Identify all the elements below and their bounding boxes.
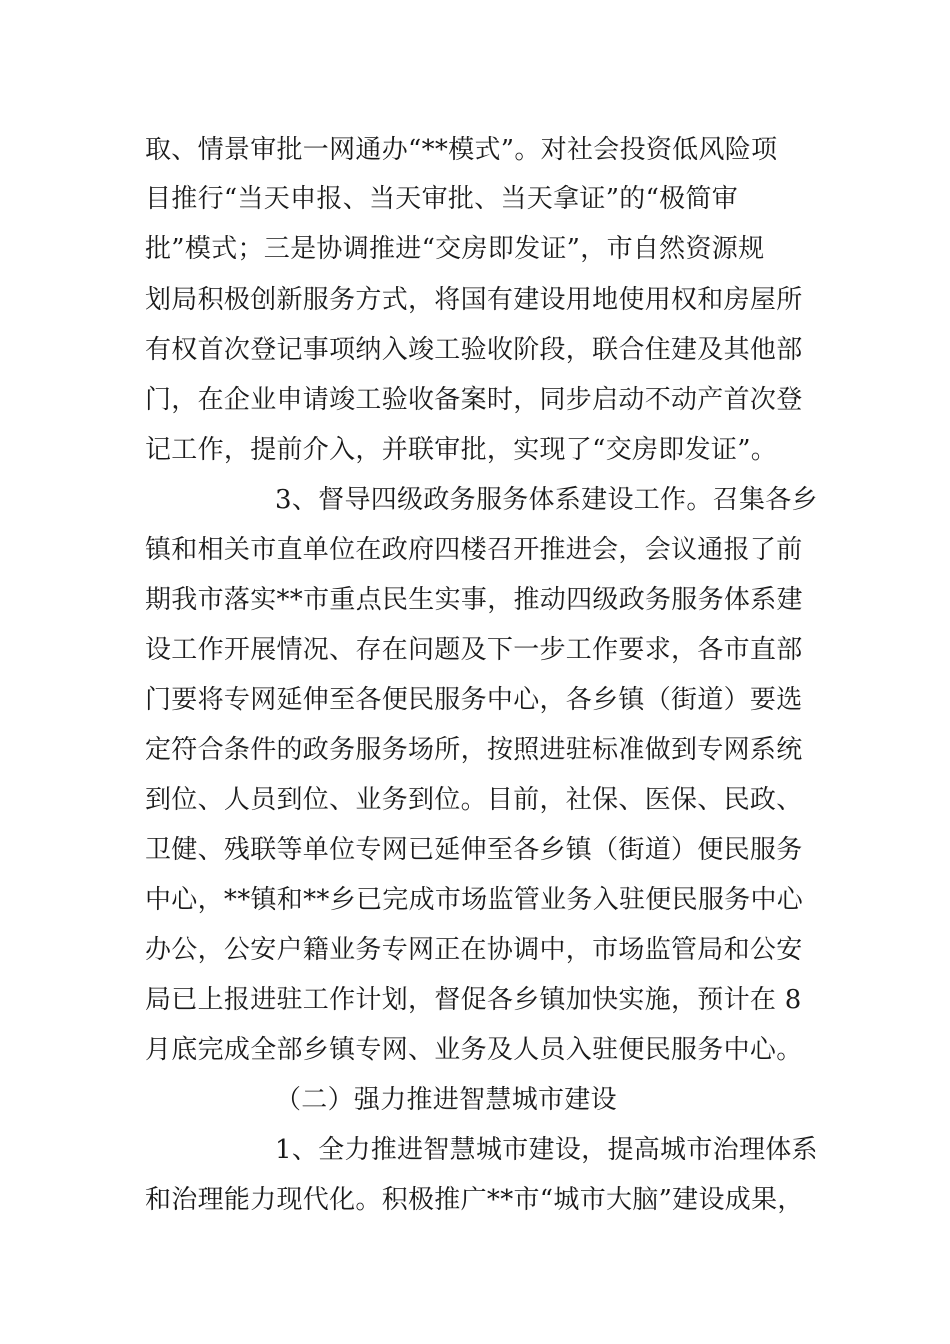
text-line: 取、情景审批一网通办“**模式”。对社会投资低风险项 — [145, 135, 778, 165]
text-line: 局已上报进驻工作计划，督促各乡镇加快实施，预计在 8 — [145, 985, 802, 1015]
text-line: 镇和相关市直单位在政府四楼召开推进会，会议通报了前 — [145, 535, 803, 565]
text-line: 目推行“当天申报、当天审批、当天拿证”的“极简审 — [145, 184, 739, 214]
text-line: 门要将专网延伸至各便民服务中心，各乡镇（街道）要选 — [145, 685, 803, 715]
text-line: 期我市落实**市重点民生实事，推动四级政务服务体系建 — [145, 585, 803, 615]
text-line: 月底完成全部乡镇专网、业务及人员入驻便民服务中心。 — [145, 1035, 803, 1065]
text-line: 和治理能力现代化。积极推广**市“城市大脑”建设成果， — [145, 1185, 804, 1215]
text-line: 记工作，提前介入，并联审批，实现了“交房即发证”。 — [145, 435, 778, 465]
text-line: 中心，**镇和**乡已完成市场监管业务入驻便民服务中心 — [145, 885, 804, 915]
text-line: 设工作开展情况、存在问题及下一步工作要求，各市直部 — [145, 635, 803, 665]
text-line: 办公，公安户籍业务专网正在协调中，市场监管局和公安 — [145, 935, 803, 965]
text-line: 门，在企业申请竣工验收备案时，同步启动不动产首次登 — [145, 385, 803, 415]
paragraph-heading-3: 3、督导四级政务服务体系建设工作。召集各乡 — [275, 485, 818, 515]
paragraph-heading-1: 1、全力推进智慧城市建设，提高城市治理体系 — [275, 1135, 818, 1165]
text-line: 有权首次登记事项纳入竣工验收阶段，联合住建及其他部 — [145, 335, 803, 365]
text-line: 到位、人员到位、业务到位。目前，社保、医保、民政、 — [145, 785, 803, 815]
text-line: 划局积极创新服务方式，将国有建设用地使用权和房屋所 — [145, 285, 803, 315]
text-line: 批”模式；三是协调推进“交房即发证”，市自然资源规 — [145, 234, 765, 264]
section-heading: （二）强力推进智慧城市建设 — [275, 1085, 617, 1115]
text-line: 定符合条件的政务服务场所，按照进驻标准做到专网系统 — [145, 735, 803, 765]
text-line: 卫健、残联等单位专网已延伸至各乡镇（街道）便民服务 — [145, 835, 803, 865]
